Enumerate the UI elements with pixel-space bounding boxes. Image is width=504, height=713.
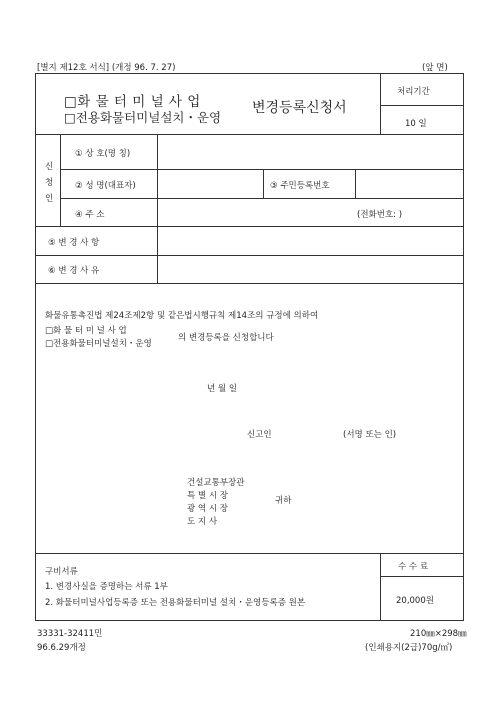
form-title: 변경등록신청서 [252, 100, 347, 116]
change-items-field[interactable] [164, 229, 458, 252]
divider [35, 283, 464, 284]
revision-date: 96.6.29개정 [37, 643, 86, 653]
change-reason-field[interactable] [164, 258, 458, 281]
divider [157, 134, 158, 283]
resident-number-label: ③ 주민등록번호 [270, 181, 330, 191]
company-name-field[interactable] [164, 141, 458, 165]
paper-size: 210㎜×298㎜ [410, 629, 467, 639]
application-date[interactable]: 년 월 일 [207, 384, 238, 394]
paper-spec: (인쇄용지(2급)70g/㎡) [365, 643, 453, 653]
recipient-honorific: 귀하 [275, 496, 292, 506]
applicant-label-2: 청 [45, 178, 54, 188]
divider [263, 169, 264, 198]
divider [35, 134, 464, 135]
name-field[interactable] [164, 172, 260, 194]
applicant-label-1: 신 [45, 162, 54, 172]
divider [380, 105, 464, 106]
processing-period-label: 처리기간 [397, 87, 430, 97]
statement-request: 의 변경등록을 신청합니다 [178, 333, 274, 343]
divider [35, 553, 464, 554]
processing-period-value: 10 일 [405, 119, 427, 129]
title-option-dedicated-terminal[interactable]: □전용화물터미널설치・운영 [64, 110, 222, 125]
title-option-terminal-business[interactable]: □화 물 터 미 널 사 업 [64, 94, 201, 110]
required-documents-title: 구비서류 [45, 567, 78, 577]
divider [380, 576, 464, 577]
change-reason-label: ⑥ 변 경 사 유 [48, 266, 100, 276]
address-field[interactable] [164, 201, 354, 223]
divider [380, 73, 381, 134]
statement-option-dedicated-terminal[interactable]: □전용화물터미널설치・운영 [45, 339, 152, 349]
recipient-governor: 도 지 사 [187, 517, 218, 527]
fee-label: 수 수 료 [398, 562, 429, 572]
form-reference: [별지 제12호 서식] (개정 96. 7. 27) [37, 63, 176, 73]
signature-seal[interactable]: (서명 또는 인) [343, 430, 397, 440]
address-label: ④ 주 소 [75, 210, 105, 220]
divider [380, 553, 381, 621]
divider [60, 169, 464, 170]
company-name-label: ① 상 호(명 칭) [75, 149, 131, 159]
recipient-minister: 건설교통부장관 [187, 478, 245, 488]
form-code: 33331-32411민 [37, 629, 103, 639]
phone-label: (전화번호: ) [357, 210, 403, 220]
divider [35, 255, 464, 256]
name-label: ② 성 명(대표자) [75, 181, 136, 191]
recipient-metro-city-mayor: 광 역 시 장 [187, 504, 228, 514]
statement-text: 화물유통촉진법 제24조제2항 및 같은법시행규칙 제14조의 규정에 의하여 [45, 311, 319, 321]
divider [35, 226, 464, 227]
required-document-item: 2. 화물터미널사업등록증 또는 전용화물터미널 설치・운영등록증 원본 [45, 598, 306, 608]
statement-option-terminal-business[interactable]: □화 물 터 미 널 사 업 [45, 326, 127, 336]
resident-number-field[interactable] [360, 172, 460, 194]
fee-value: 20,000원 [396, 596, 434, 606]
required-document-item: 1. 변경사실을 증명하는 서류 1부 [45, 582, 168, 592]
applicant-label-3: 인 [45, 194, 54, 204]
divider [355, 169, 356, 198]
recipient-special-city-mayor: 특 별 시 장 [187, 491, 228, 501]
applicant-signature-label: 신고인 [247, 430, 272, 440]
change-items-label: ⑤ 변 경 사 항 [48, 238, 100, 248]
divider [60, 198, 464, 199]
page-side-label: (앞 면) [422, 63, 448, 73]
divider [60, 134, 61, 226]
